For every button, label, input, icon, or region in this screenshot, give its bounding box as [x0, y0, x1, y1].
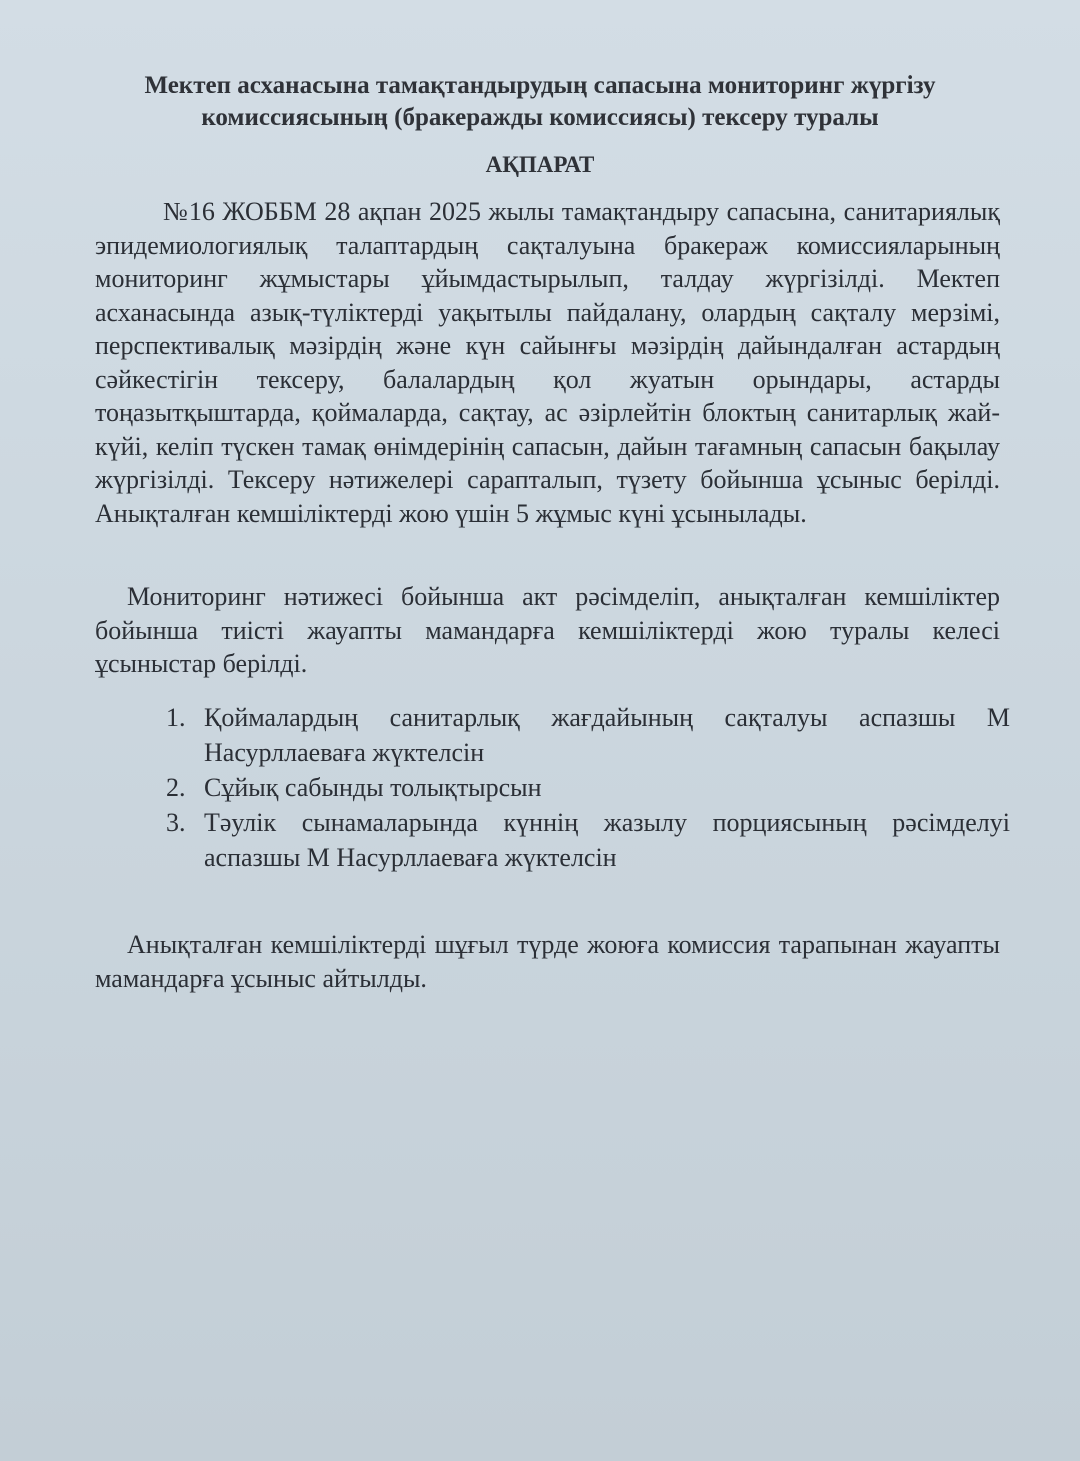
list-item-text: Сұйық сабынды толықтырсын [204, 773, 542, 802]
list-item [160, 770, 1010, 805]
recommendations-list [160, 700, 1010, 875]
document-title-line-2: комиссиясының (бракеражды комиссиясы) тексеру туралы [201, 104, 879, 131]
list-item [160, 805, 1010, 875]
list-item-text: Тәулік сынамаларында күннің жазылу порциясының рәсімделуі аспазшы М Насурллаеваға жүктелсін [204, 808, 1010, 872]
list-item-number: 1. [166, 703, 186, 732]
paragraph-recommendations-intro: Мониторинг нәтижесі бойынша акт рәсімделіп, анықталған кемшіліктер бойынша тиісті жауапты мамандарға кемшіліктерді жою туралы келесі ұсыныстар берілді. [95, 582, 1000, 678]
document-title-line-1: Мектеп асханасына тамақтандырудың сапасына мониторинг жүргізу [144, 72, 936, 99]
list-item [160, 700, 1010, 770]
list-item-text: Қоймалардың санитарлық жағдайының сақталуы аспазшы М Насурллаеваға жүктелсін [204, 703, 1010, 767]
document-heading: АҚПАРАТ [485, 152, 595, 177]
paragraph-main: №16 ЖОББМ 28 ақпан 2025 жылы тамақтандыру сапасына, санитариялық эпидемиологиялық талаптардың сақталуына бракераж комиссияларының мониторинг жұмыстары ұйымдастырылып, талдау жүргізілді. Мектеп асханасында азық-түліктерді уақытылы пайдалану, олардың сақталу мерзімі, перспективалық мәзірдің және күн сайынғы мәзірдің дайындалған астардың сәйкестігін тексеру, балалардың қол жуатын орындары, астарды тоңазытқыштарда, қоймаларда, сақтау, ас әзірлейтін блоктың санитарлық жай-күйі, келіп түскен тамақ өнімдерінің сапасын, дайын тағамның сапасын бақылау жүргізілді. Тексеру нәтижелері сарапталып, түзету бойынша ұсыныс берілді. Анықталған кемшіліктерді жою үшін 5 жұмыс күні ұсынылады. [95, 197, 1000, 528]
list-item-number: 3. [166, 808, 186, 837]
list-item-number: 2. [166, 773, 186, 802]
paragraph-conclusion: Анықталған кемшіліктерді шұғыл түрде жоюға комиссия тарапынан жауапты мамандарға ұсыныс айтылды. [95, 930, 1000, 993]
